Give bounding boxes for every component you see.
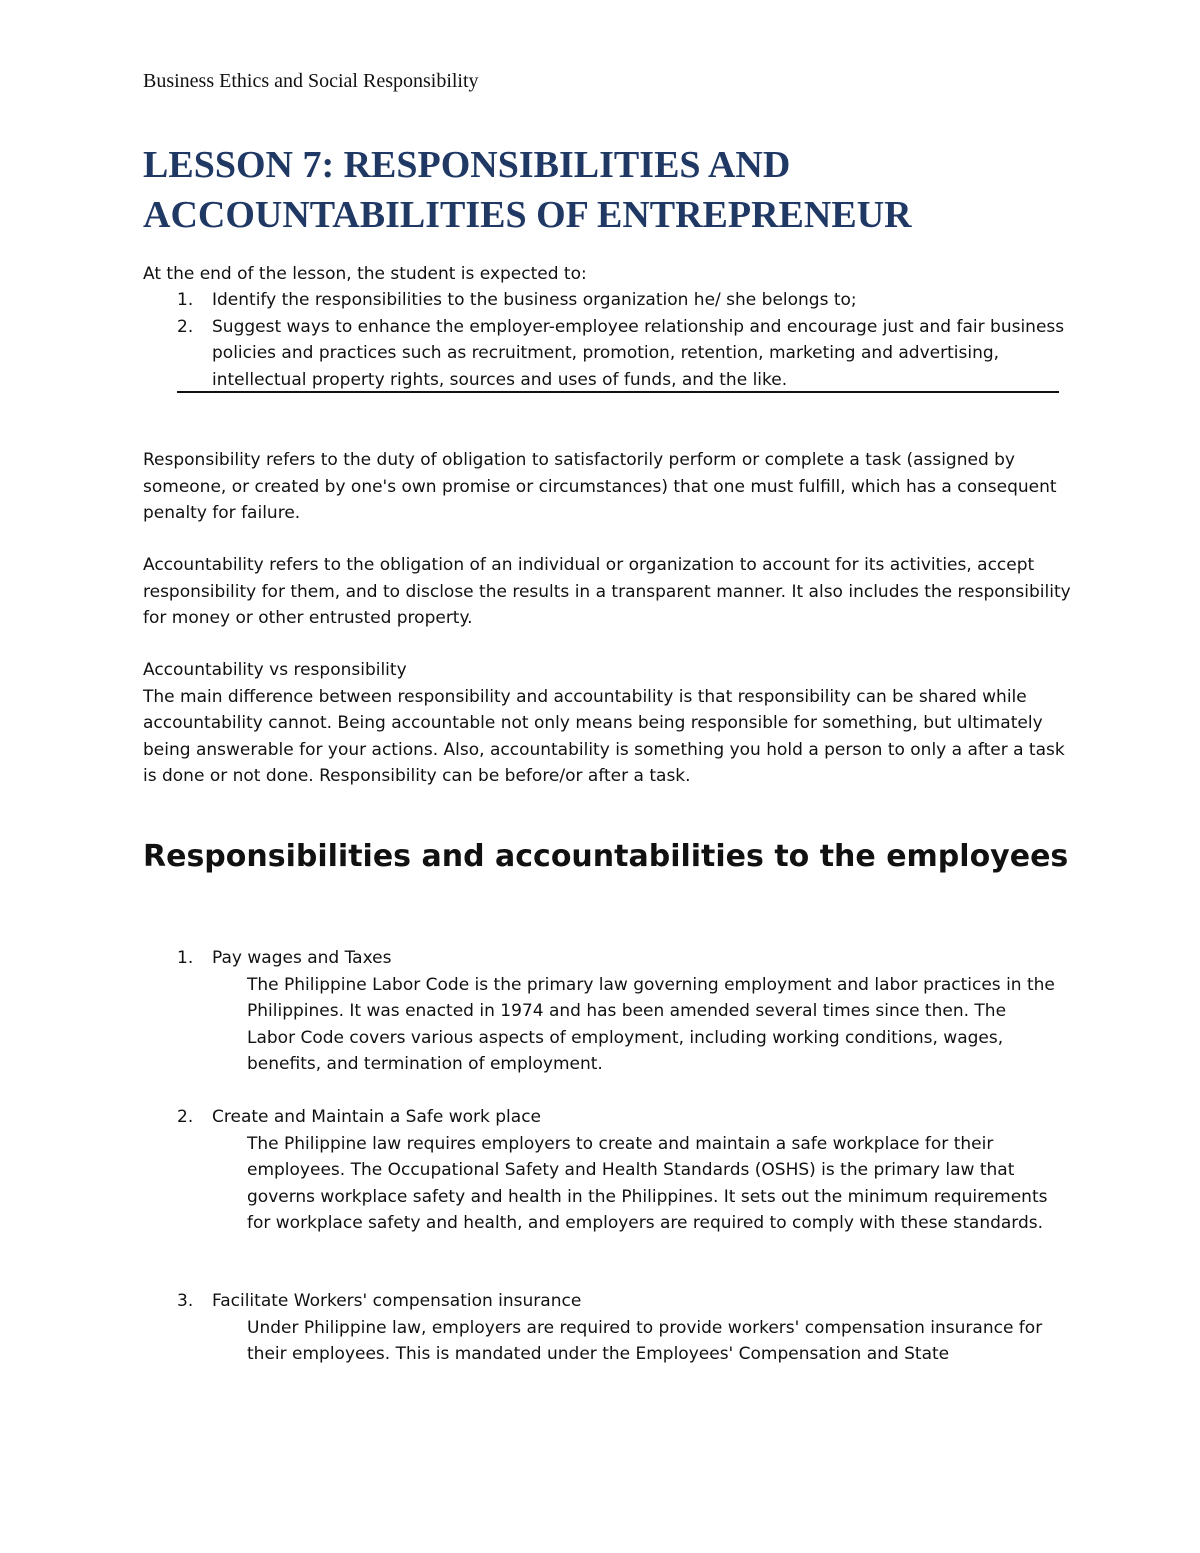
responsibility-item-description: The Philippine Labor Code is the primary law governing employment and labor practices in the Philippines. It was enacted in 1974 and has been amended several times since then. The Labor Code covers various aspects of employment, including working conditions, wages, benefits, and termination of employment.: [247, 974, 1055, 1074]
responsibility-item-title: [143, 945, 1073, 972]
responsibility-item: [143, 1288, 1073, 1368]
objectives-list: [143, 287, 1073, 393]
objective-text: Suggest ways to enhance the employer-employee relationship and encourage just and fair business policies and practices such as recruitment, promotion, retention, marketing and advertising, intellectual property rights, sources and uses of funds, and the like.: [212, 316, 1065, 390]
comparison-block: [143, 657, 1073, 790]
responsibility-definition: Responsibility refers to the duty of obligation to satisfactorily perform or complete a task (assigned by someone, or created by one's own promise or circumstances) that one must fulfill, which has a consequent penalty for failure.: [143, 450, 1057, 523]
section-heading: Responsibilities and accountabilities to the employees: [143, 839, 1069, 874]
lesson-title: [143, 140, 1103, 240]
responsibility-item-title: [143, 1288, 1073, 1315]
responsibility-item-description: Under Philippine law, employers are required to provide workers' compensation insurance for their employees. This is mandated under the Employees' Compensation and State: [247, 1317, 1043, 1364]
lesson-title-line-2: ACCOUNTABILITIES OF ENTREPRENEUR: [143, 194, 912, 236]
accountability-definition: Accountability refers to the obligation of an individual or organization to account for its activities, accept responsibility for them, and to disclose the results in a transparent manner. It also includes the responsibility for money or other entrusted property.: [143, 555, 1071, 628]
objective-number: 2.: [177, 316, 194, 337]
responsibility-item-title-text: Create and Maintain a Safe work place: [212, 1107, 542, 1127]
objective-number: 1.: [177, 290, 194, 310]
responsibility-item-title: [143, 1104, 1073, 1131]
responsibility-item-description: The Philippine law requires employers to create and maintain a safe workplace for their employees. The Occupational Safety and Health Standards (OSHS) is the primary law that governs workplace safety and health in the Philippines. It sets out the minimum requirements for workplace safety and health, and employers are required to comply with these standards.: [247, 1133, 1048, 1233]
responsibility-item-number: 2.: [177, 1107, 194, 1127]
responsibility-item: [143, 945, 1073, 1078]
objectives-intro: At the end of the lesson, the student is expected to:: [143, 264, 587, 284]
responsibility-item-title-text: Pay wages and Taxes: [212, 948, 392, 968]
responsibility-item-title-text: Facilitate Workers' compensation insurance: [212, 1291, 582, 1311]
lesson-title-line-1: LESSON 7: RESPONSIBILITIES AND: [143, 144, 791, 186]
comparison-label: Accountability vs responsibility: [143, 660, 407, 680]
document-header: Business Ethics and Social Responsibility: [143, 70, 479, 92]
horizontal-divider: [177, 391, 1059, 393]
comparison-text: The main difference between responsibility and accountability is that responsibility can be shared while accountability cannot. Being accountable not only means being responsible for something, but ultimately being answerable for your actions. Also, accountability is something you hold a person to only a after a task is done or not done. Responsibility can be before/or after a task.: [143, 686, 1065, 786]
objective-item: [143, 314, 1073, 394]
responsibility-item-number: 1.: [177, 948, 194, 968]
responsibility-item-number: 3.: [177, 1291, 194, 1311]
responsibility-item: [143, 1104, 1073, 1237]
objective-item: [143, 287, 1073, 314]
objective-text: Identify the responsibilities to the business organization he/ she belongs to;: [212, 290, 857, 310]
